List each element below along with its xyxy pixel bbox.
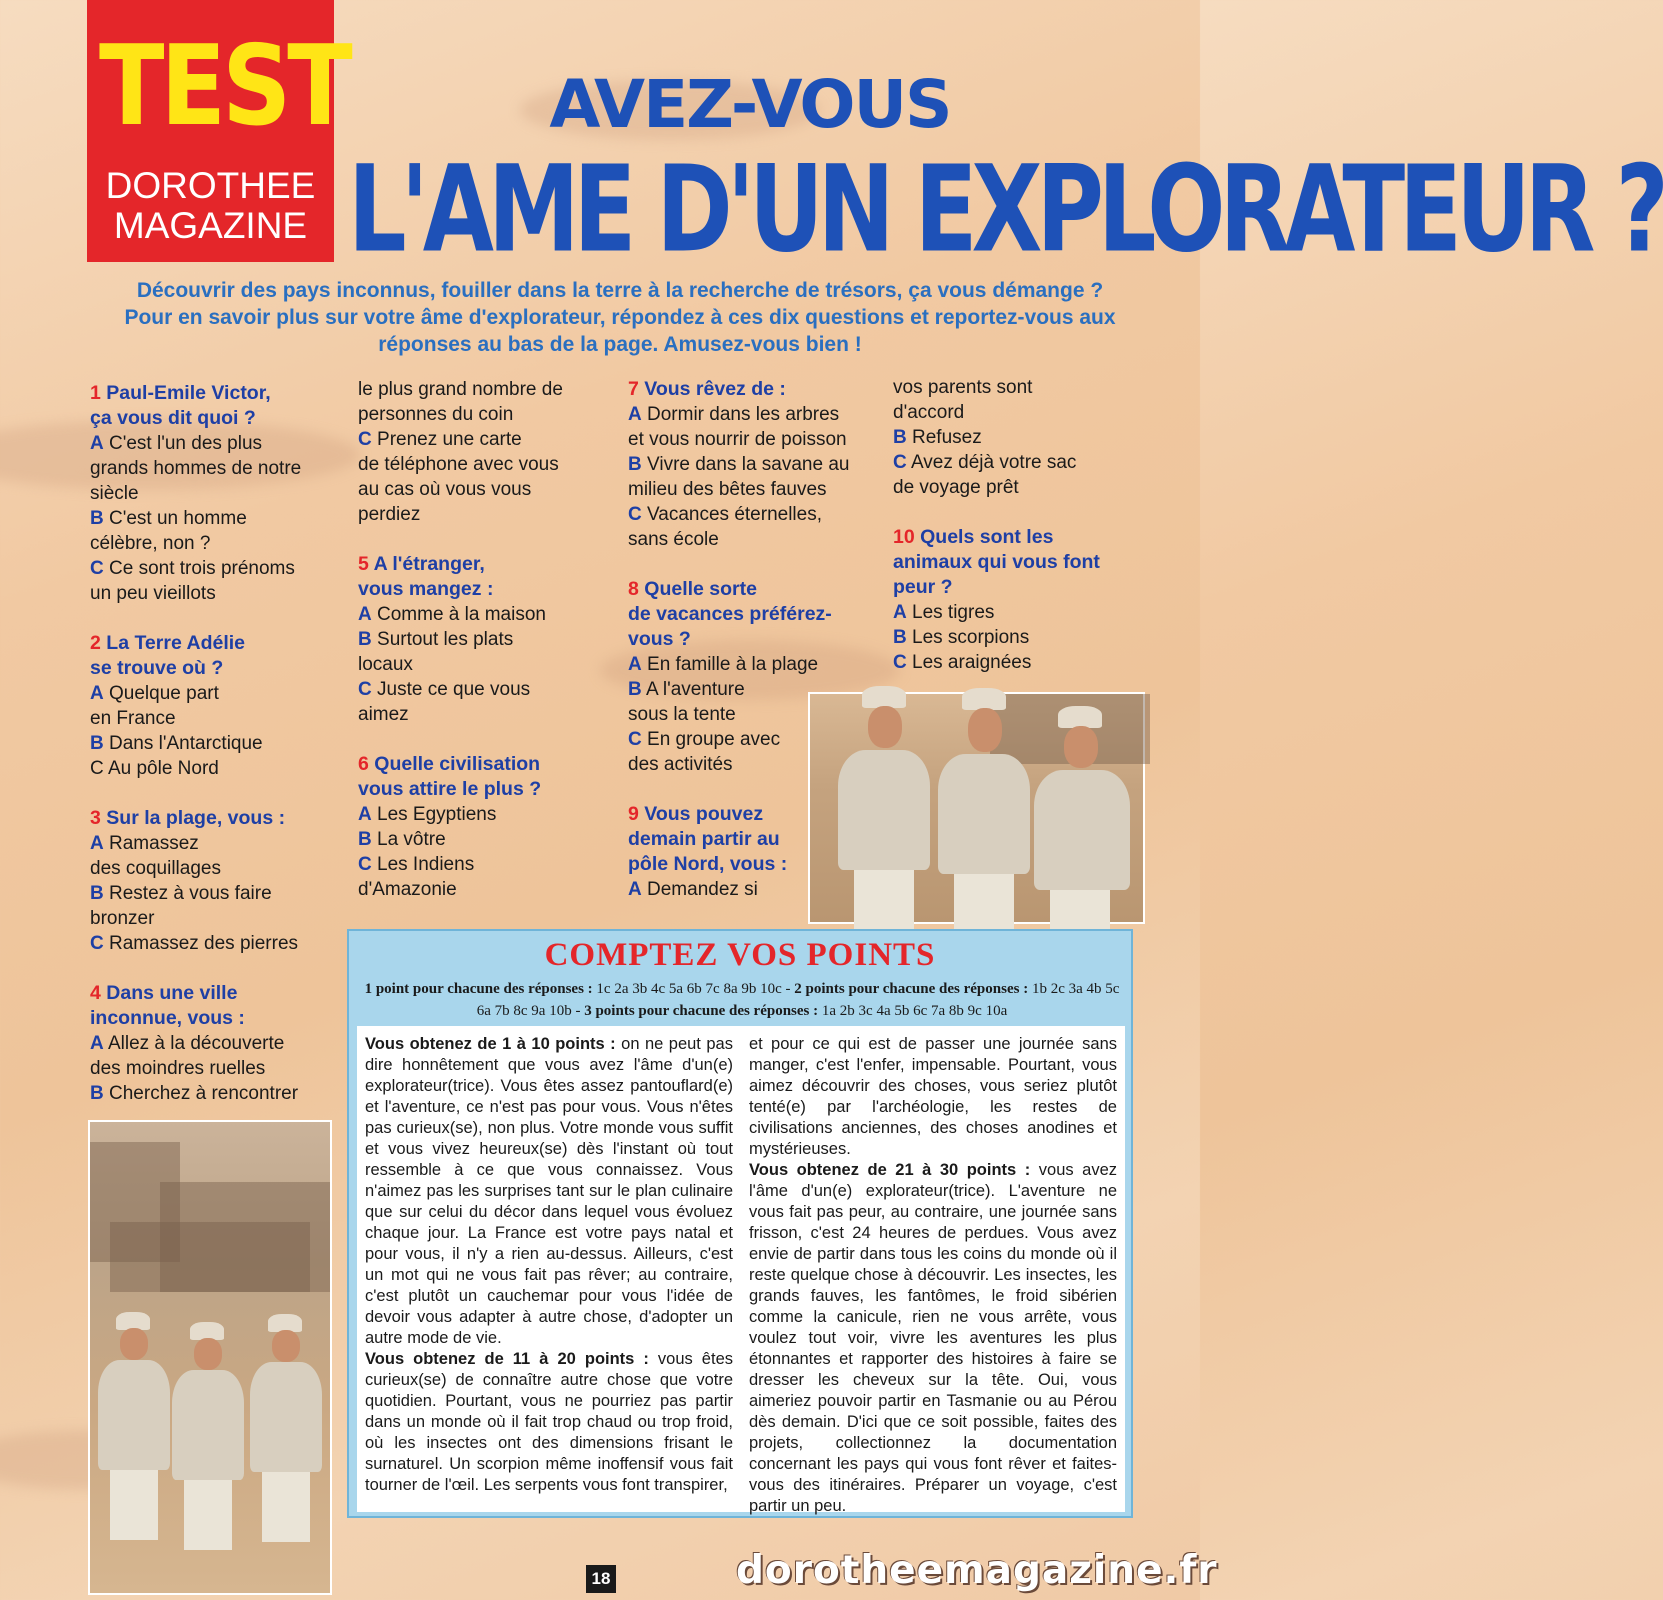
question-8 — [628, 577, 878, 652]
answer-text: Dormir dans les arbres — [647, 404, 840, 425]
website-watermark: dorotheemagazine.fr — [736, 1548, 1218, 1593]
answer-text: de téléphone avec vous — [358, 454, 559, 475]
answer-option — [358, 602, 598, 627]
answer-text: milieu des bêtes fauves — [628, 479, 827, 500]
answer-letter: A — [90, 683, 104, 704]
page-title-line2: L'AME D'UN EXPLORATEUR ? — [348, 140, 1663, 280]
answer-option — [628, 652, 878, 677]
answer-text: grands hommes de notre — [90, 458, 302, 479]
scoring-values-2: 1b 2c 3a 4b 5c 6a 7b 8c 9a 10b — [476, 981, 1120, 1019]
answer-text: Ramassez — [109, 833, 199, 854]
question-number: 4 — [90, 982, 101, 1004]
question-text: se trouve où ? — [90, 657, 224, 679]
answer-text: En groupe avec — [647, 729, 781, 750]
answer-letter: C — [893, 652, 907, 673]
answer-letter: A — [358, 604, 372, 625]
result-3-text: vous avez l'âme d'un(e) explorateur(trice). L'aventure ne vous fait pas peur, au contraire, une journée sans frisson, c'est 24 heures de perdues. Vous avez envie de partir dans tous les coins du monde où il reste quelque chose à découvrir. Les insectes, les grands fauves, les fantômes, le froid sibérien comme la canicule, rien ne vous arrête, vous voulez tout voir, vivre les aventures les plus étonnantes et rapporter des histoires à faire se dresser les cheveux sur la tête. Oui, vous aimeriez pouvoir partir en Tasmanie ou au Pérou dès demain. D'ici que ce soit possible, faites des projets, collectionnez la documentation concernant les pays qui vous font rêver et faites-vous des itinéraires. Préparer un voyage, c'est partir un peu. — [749, 1161, 1117, 1515]
answer-text: des moindres ruelles — [90, 1058, 266, 1079]
question-text: Quelle civilisation — [374, 753, 541, 775]
answer-letter: C — [358, 854, 372, 875]
answer-option — [358, 627, 598, 652]
answer-text: Cherchez à rencontrer — [109, 1083, 299, 1104]
answer-option — [893, 425, 1143, 450]
temple-ruins — [110, 1222, 310, 1292]
question-text: animaux qui vous font — [893, 551, 1100, 573]
question-text: A l'étranger, — [373, 553, 485, 575]
question-number: 5 — [358, 553, 369, 575]
question-column-1 — [90, 381, 330, 1106]
answer-option — [358, 852, 598, 877]
question-1 — [90, 381, 330, 431]
question-column-2 — [358, 377, 598, 902]
answer-text: des coquillages — [90, 858, 221, 879]
answer-text: Prenez une carte — [377, 429, 522, 450]
question-text: vous mangez : — [358, 578, 494, 600]
answer-text: Demandez si — [647, 879, 758, 900]
answer-text: A l'aventure — [645, 679, 745, 700]
question-4 — [90, 981, 330, 1031]
badge-magazine-line2: MAGAZINE — [113, 205, 308, 246]
question-number: 7 — [628, 378, 639, 400]
question-3 — [90, 806, 330, 831]
scoring-values-3: 1a 2b 3c 4a 5b 6c 7a 8b 9c 10a — [821, 1003, 1008, 1019]
answer-text: Les Indiens — [377, 854, 475, 875]
answer-option — [358, 677, 598, 702]
scoring-values-1: 1c 2a 3b 4c 5a 6b 7c 8a 9b 10c — [596, 981, 782, 997]
answer-letter: A — [90, 1033, 104, 1054]
answer-letter: A — [628, 879, 642, 900]
answer-text: en France — [90, 708, 176, 729]
question-text: Sur la plage, vous : — [106, 807, 286, 829]
answer-option — [90, 506, 330, 531]
answer-text: Vacances éternelles, — [647, 504, 822, 525]
badge-test-label: TEST — [99, 21, 349, 151]
question-number: 8 — [628, 578, 639, 600]
points-title: COMPTEZ VOS POINTS — [544, 937, 936, 973]
result-1-text: on ne peut pas dire honnêtement que vous avez l'âme d'un(e) explorateur(trice). Vous êtes assez pantouflard(e) et l'aventure, ce n'est pas pour vous. Vous n'êtes pas curieux(se), non plus. Votre monde vous suffit et vous vivez heureux(se) dès l'instant où tout ressemble à ce que vous connaissez. Vous n'aimez pas les surprises tant sur le plan culinaire que sur celui du décor dans lequel vous évoluez chaque jour. La France est votre pays natal et pour vous, il n'y a rien au-dessus. Ailleurs, c'est un mot qui ne vous fait pas rêver; au contraire, c'est plutôt un cauchemar pour vous l'idée de devoir vous adapter à autre chose, d'adopter un autre mode de vie. — [365, 1035, 733, 1347]
answer-option — [90, 731, 330, 756]
explorers-photo-left — [88, 1120, 332, 1595]
answer-option — [90, 1031, 330, 1056]
answer-option — [628, 452, 878, 477]
result-3-heading: Vous obtenez de 21 à 30 points : — [749, 1161, 1031, 1179]
answer-option — [90, 1081, 330, 1106]
answer-text: Ce sont trois prénoms — [109, 558, 295, 579]
answer-text: Allez à la découverte — [107, 1033, 285, 1054]
answer-text: d'accord — [893, 402, 965, 423]
answer-option — [893, 625, 1143, 650]
answer-option — [628, 502, 878, 527]
question-text: Quelle sorte — [644, 578, 757, 600]
scoring-label-1: 1 point pour chacune des réponses : — [364, 981, 593, 997]
question-number: 10 — [893, 526, 915, 548]
answer-letter: C — [628, 729, 642, 750]
answer-letter: C — [358, 429, 372, 450]
question-number: 9 — [628, 803, 639, 825]
answer-option — [358, 827, 598, 852]
answer-letter: B — [358, 829, 372, 850]
badge-magazine-line1: DOROTHEE — [105, 165, 316, 206]
question-text: ça vous dit quoi ? — [90, 407, 256, 429]
answer-text: vos parents sont — [893, 377, 1033, 398]
answer-letter: A — [90, 833, 104, 854]
question-text: Quels sont les — [920, 526, 1054, 548]
answer-text: Ramassez des pierres — [109, 933, 299, 954]
answer-option — [90, 681, 330, 706]
result-2-text-continued: et pour ce qui est de passer une journée sans manger, c'est l'enfer, impensable. Pourtant, vous aimez découvrir des choses, vous seriez plutôt tenté(e) par l'archéologie, les restes de civilisations anciennes, des choses anodines et mystérieuses. — [749, 1035, 1117, 1158]
answer-text: Dans l'Antarctique — [109, 733, 263, 754]
question-text: vous attire le plus ? — [358, 778, 542, 800]
question-7 — [628, 377, 878, 402]
scoring-label-3: 3 points pour chacune des réponses : — [584, 1003, 819, 1019]
question-number: 6 — [358, 753, 369, 775]
answer-text: sous la tente — [628, 704, 736, 725]
answer-text: Quelque part — [109, 683, 219, 704]
answer-text: bronzer — [90, 908, 155, 929]
question-text: inconnue, vous : — [90, 1007, 245, 1029]
answer-letter: A — [628, 654, 642, 675]
answer-text: un peu vieillots — [90, 583, 216, 604]
answer-letter: C — [90, 933, 104, 954]
answer-letter: A — [893, 602, 907, 623]
answer-text: le plus grand nombre de — [358, 379, 563, 400]
question-text: La Terre Adélie — [106, 632, 245, 654]
answer-text: d'Amazonie — [358, 879, 457, 900]
question-text: Paul-Emile Victor, — [106, 382, 271, 404]
page-number: 18 — [586, 1565, 616, 1593]
answer-text: La vôtre — [377, 829, 446, 850]
page-title-line1: AVEZ-VOUS — [549, 66, 951, 143]
answer-letter: A — [358, 804, 372, 825]
question-column-4 — [893, 375, 1143, 675]
answer-text: En famille à la plage — [647, 654, 819, 675]
answer-option — [628, 402, 878, 427]
results-panel — [357, 1026, 1125, 1515]
answer-text: aimez — [358, 704, 409, 725]
answer-text: Les tigres — [912, 602, 995, 623]
answer-option — [90, 881, 330, 906]
answer-text: Les scorpions — [912, 627, 1030, 648]
answer-text: célèbre, non ? — [90, 533, 211, 554]
question-2 — [90, 631, 330, 681]
answer-text: Comme à la maison — [377, 604, 546, 625]
answer-text: de voyage prêt — [893, 477, 1019, 498]
answer-letter: C — [358, 679, 372, 700]
answer-text: Les araignées — [912, 652, 1032, 673]
answer-letter: B — [358, 629, 372, 650]
answer-option — [893, 600, 1143, 625]
answer-text: siècle — [90, 483, 139, 504]
question-text: pôle Nord, vous : — [628, 853, 788, 875]
answer-text: des activités — [628, 754, 733, 775]
answer-text: Vivre dans la savane au — [647, 454, 850, 475]
question-text: Dans une ville — [106, 982, 238, 1004]
answer-letter: A — [628, 404, 642, 425]
question-text: Vous pouvez — [644, 803, 764, 825]
answer-text: au cas où vous vous — [358, 479, 532, 500]
answer-option — [90, 431, 330, 456]
answer-letter: C — [628, 504, 642, 525]
answer-letter: B — [628, 454, 642, 475]
question-number: 2 — [90, 632, 101, 654]
answer-text: C Au pôle Nord — [90, 758, 219, 779]
question-text: vous ? — [628, 628, 691, 650]
scoring-label-2: 2 points pour chacune des réponses : — [794, 981, 1029, 997]
answer-text: perdiez — [358, 504, 421, 525]
question-5 — [358, 552, 598, 602]
answer-text: C'est l'un des plus — [109, 433, 263, 454]
answer-text: Refusez — [912, 427, 982, 448]
result-2-heading: Vous obtenez de 11 à 20 points : — [365, 1350, 649, 1368]
question-number: 1 — [90, 382, 101, 404]
question-number: 3 — [90, 807, 101, 829]
answer-text: sans école — [628, 529, 719, 550]
question-text: de vacances préférez- — [628, 603, 832, 625]
answer-letter: B — [90, 508, 104, 529]
intro-paragraph: Découvrir des pays inconnus, fouiller dans la terre à la recherche de trésors, ça vous démange ? Pour en savoir plus sur votre âme d'explorateur, répondez à ces dix questions et reportez-vous aux réponses au bas de la page. Amusez-vous bien ! — [124, 279, 1116, 356]
answer-option — [358, 427, 598, 452]
results-column-right — [749, 1034, 1117, 1517]
question-6 — [358, 752, 598, 802]
answer-letter: B — [90, 1083, 104, 1104]
answer-letter: B — [90, 883, 104, 904]
result-1-heading: Vous obtenez de 1 à 10 points : — [365, 1035, 616, 1053]
answer-letter: C — [893, 452, 907, 473]
question-10 — [893, 525, 1143, 600]
points-box — [347, 929, 1133, 1518]
test-badge — [87, 0, 349, 262]
answer-letter: B — [90, 733, 104, 754]
answer-option — [90, 556, 330, 581]
question-text: demain partir au — [628, 828, 780, 850]
answer-text: Surtout les plats — [377, 629, 514, 650]
answer-option — [90, 931, 330, 956]
answer-text: Avez déjà votre sac — [910, 452, 1077, 473]
answer-letter: A — [90, 433, 104, 454]
answer-text: Les Egyptiens — [377, 804, 497, 825]
answer-text: Juste ce que vous — [377, 679, 531, 700]
answer-letter: C — [90, 558, 104, 579]
answer-text: et vous nourrir de poisson — [628, 429, 847, 450]
answer-letter: B — [628, 679, 642, 700]
scoring-key: 1 point pour chacune des réponses : 1c 2a 3b 4c 5a 6b 7c 8a 9b 10c - 2 points pour chacune des réponses : 1b 2c 3a 4b 5c 6a 7b 8c 9a 10b - 3 points pour chacune des réponses : 1a 2b 3c 4a 5b 6c 7a 8b 9c 10a — [364, 981, 1120, 1019]
question-text: peur ? — [893, 576, 953, 598]
answer-text: personnes du coin — [358, 404, 514, 425]
answer-letter: B — [893, 627, 907, 648]
answer-option — [893, 450, 1143, 475]
result-2-text: vous êtes curieux(se) de connaître autre chose que votre quotidien. Pourtant, vous ne pourriez pas partir dans un monde où il fait trop chaud ou trop froid, où les insectes ont des dimensions frisant le surnaturel. Un scorpion même inoffensif vous fait tourner de l'œil. Les serpents vous font transpirer, — [365, 1350, 733, 1494]
answer-option — [358, 802, 598, 827]
answer-option — [893, 650, 1143, 675]
answer-letter: B — [893, 427, 907, 448]
explorers-photo-right — [808, 692, 1145, 924]
question-text: Vous rêvez de : — [644, 378, 786, 400]
answer-option — [90, 831, 330, 856]
answer-text: Restez à vous faire — [109, 883, 272, 904]
badge-magazine-name — [87, 166, 334, 246]
answer-text: locaux — [358, 654, 413, 675]
results-column-left — [365, 1034, 733, 1496]
answer-text: C'est un homme — [109, 508, 247, 529]
